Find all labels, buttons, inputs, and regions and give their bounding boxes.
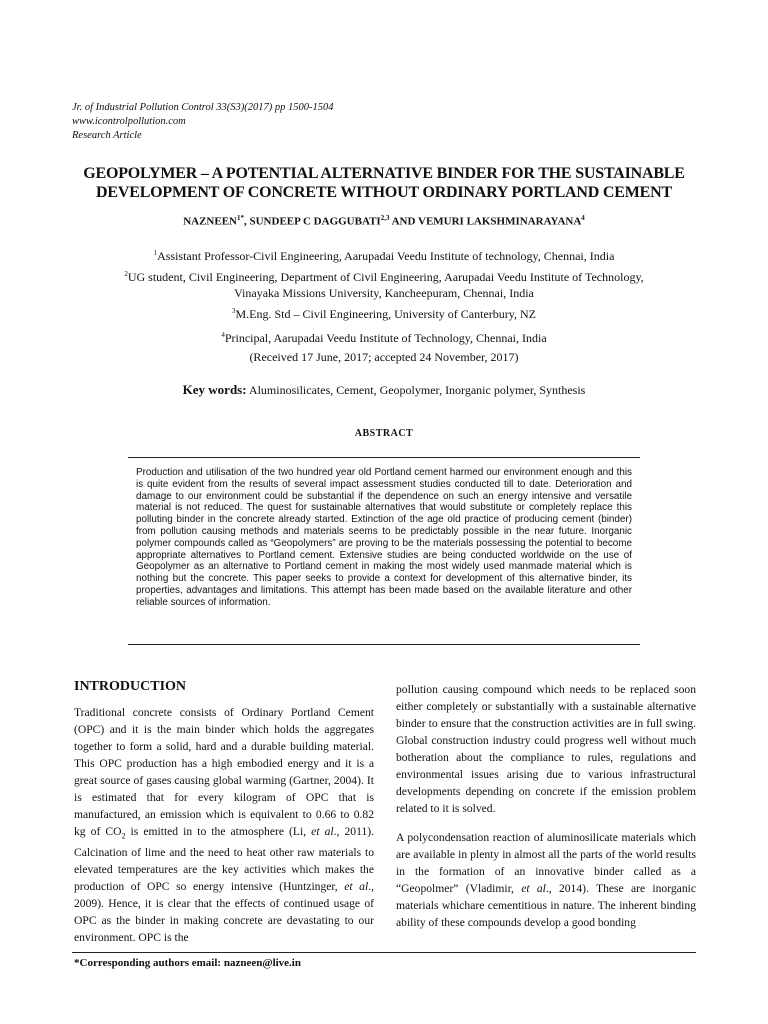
intro-paragraph-2: pollution causing compound which needs to be replaced soon either completely or substantially with a sustainable alternative binder to ensure that the construction activities are in full swing. Global construction industry could progress well without much botheration about the compliance to rules, regulations and environmental issues arising due to various infrastructural developments depending on concrete if the emission problem related to it is solved. (396, 683, 696, 815)
right-column (396, 681, 696, 931)
abstract-box (128, 457, 640, 645)
intro-p3-part-a: A polycondensation reaction of aluminosilicate materials which are available in plenty in almost all the parts of the world results in the formation of an innovative binder called as a “Geopolmer” (Vladimir, (396, 831, 696, 895)
author-3-sup: 4 (581, 214, 585, 222)
keywords-text: Aluminosilicates, Cement, Geopolymer, Inorganic polymer, Synthesis (246, 383, 586, 397)
author-2-name: , SUNDEEP C DAGGUBATI (244, 215, 381, 228)
title-line-2: DEVELOPMENT OF CONCRETE WITHOUT ORDINARY PORTLAND CEMENT (96, 184, 672, 201)
intro-p1-etal-1: et al (311, 825, 334, 838)
affiliation-4-text: Principal, Aarupadai Veedu Institute of Technology, Chennai, India (224, 331, 547, 345)
affiliation-4-sup: 4 (221, 331, 225, 339)
author-2-sup: 2,3 (380, 214, 390, 222)
abstract-heading: ABSTRACT (354, 428, 414, 439)
journal-citation: Jr. of Industrial Pollution Control 33(S3)(2017) pp 1500-1504 (72, 102, 334, 113)
intro-p1-part-c: ., 2011). Calcination of lime and the need to heat other raw materials to elevated temperatures are the key activities which makes the production of OPC so energy intensive (Huntzinger, (74, 825, 374, 894)
affiliation-1 (60, 245, 708, 264)
keywords (60, 382, 708, 398)
intro-p1-part-a: Traditional concrete consists of Ordinary Portland Cement (OPC) and it is the main binder which holds the aggregates together to form a solid, hard and a durable building material. This OPC production has a high embodied energy and it is a great source of gases causing global warming (Gartner, 2004). It is estimated that for every kilogram of OPC that is manufactured, an emission which is equivalent to 0.66 to 0.82 kg of CO (74, 706, 374, 838)
keywords-label: Key words: (182, 382, 247, 397)
intro-p1-part-b: is emitted in to the atmosphere (Li, (125, 825, 312, 838)
received-dates: (Received 17 June, 2017; accepted 24 November, 2017) (249, 350, 519, 364)
intro-p3-etal: et al (521, 882, 546, 895)
paper-title (60, 164, 708, 202)
affiliation-2-sup: 2 (124, 270, 128, 278)
abstract-text: Production and utilisation of the two hundred year old Portland cement harmed our environment enough and this is quite evident from the results of several impact assessment studies conducted till to date. Deterioration and damage to our environment could be substantial if the dependence on such an energy intensive and versatile material is not reduced. The quest for sustainable alternatives that would substitute or completely replace this polluting binder in the concrete already started. Extinction of the age old practice of producing cement (binder) from pollution causing methods and materials seems to be predictably possible in the near future. Inorganic polymer compounds called as “Geopolymers” are proving to be the materials possessing the potential to become appropriate alternatives to Portland cement. Extensive studies are being conducted worldwide on the use of Geopolymer as an alternative to Portland cement in making the most widely used manmade material which is nothing but the concrete. This paper seeks to provide a context for development of this alternative binder, its properties, advantages and limitations. This attempt has been made based on the available literature and other reliable sources of information. (136, 467, 632, 608)
intro-p1-etal-2: et al (344, 880, 369, 894)
affiliation-4 (60, 327, 708, 346)
co2-subscript: 2 (121, 831, 126, 841)
title-line-1: GEOPOLYMER – A POTENTIAL ALTERNATIVE BINDER FOR THE SUSTAINABLE (83, 165, 685, 182)
intro-paragraph-3 (396, 829, 696, 931)
left-column (74, 704, 374, 946)
affiliation-2-text: UG student, Civil Engineering, Department of Civil Engineering, Aarupadai Veedu Institute of Technology, (127, 270, 644, 284)
affiliation-1-sup: 1 (153, 249, 158, 257)
affiliation-2 (60, 266, 708, 301)
corresponding-author-footnote: *Corresponding authors email: nazneen@live.in (74, 957, 301, 969)
footnote-rule (72, 952, 696, 953)
author-1-sup: 1* (237, 214, 244, 222)
author-1-name: NAZNEEN (183, 215, 237, 228)
affiliation-3-text: M.Eng. Std – Civil Engineering, University of Canterbury, NZ (235, 307, 536, 321)
article-type: Research Article (72, 130, 142, 141)
affiliation-3 (60, 303, 708, 322)
affiliation-1-text: Assistant Professor-Civil Engineering, Aarupadai Veedu Institute of technology, Chennai, India (157, 249, 615, 263)
intro-p1-part-d: ., 2009). Hence, it is clear that the effects of continued usage of OPC as the binder in making concrete are devastating to our environment. OPC is the (74, 880, 374, 945)
author-3-name: AND VEMURI LAKSHMINARAYANA (389, 215, 582, 228)
intro-p3-part-b: ., 2014). These are inorganic materials whichare cementitious in nature. The inherent binding ability of these compounds develop a good bonding (396, 882, 696, 929)
journal-website: www.icontrolpollution.com (72, 116, 186, 127)
affiliation-2-text-line2: Vinayaka Missions University, Kancheepuram, Chennai, India (234, 286, 534, 300)
journal-header (72, 101, 334, 143)
author-list (60, 214, 708, 228)
introduction-heading: INTRODUCTION (74, 679, 187, 694)
affiliation-3-sup: 3 (231, 307, 236, 315)
intro-paragraph-1 (74, 704, 374, 946)
